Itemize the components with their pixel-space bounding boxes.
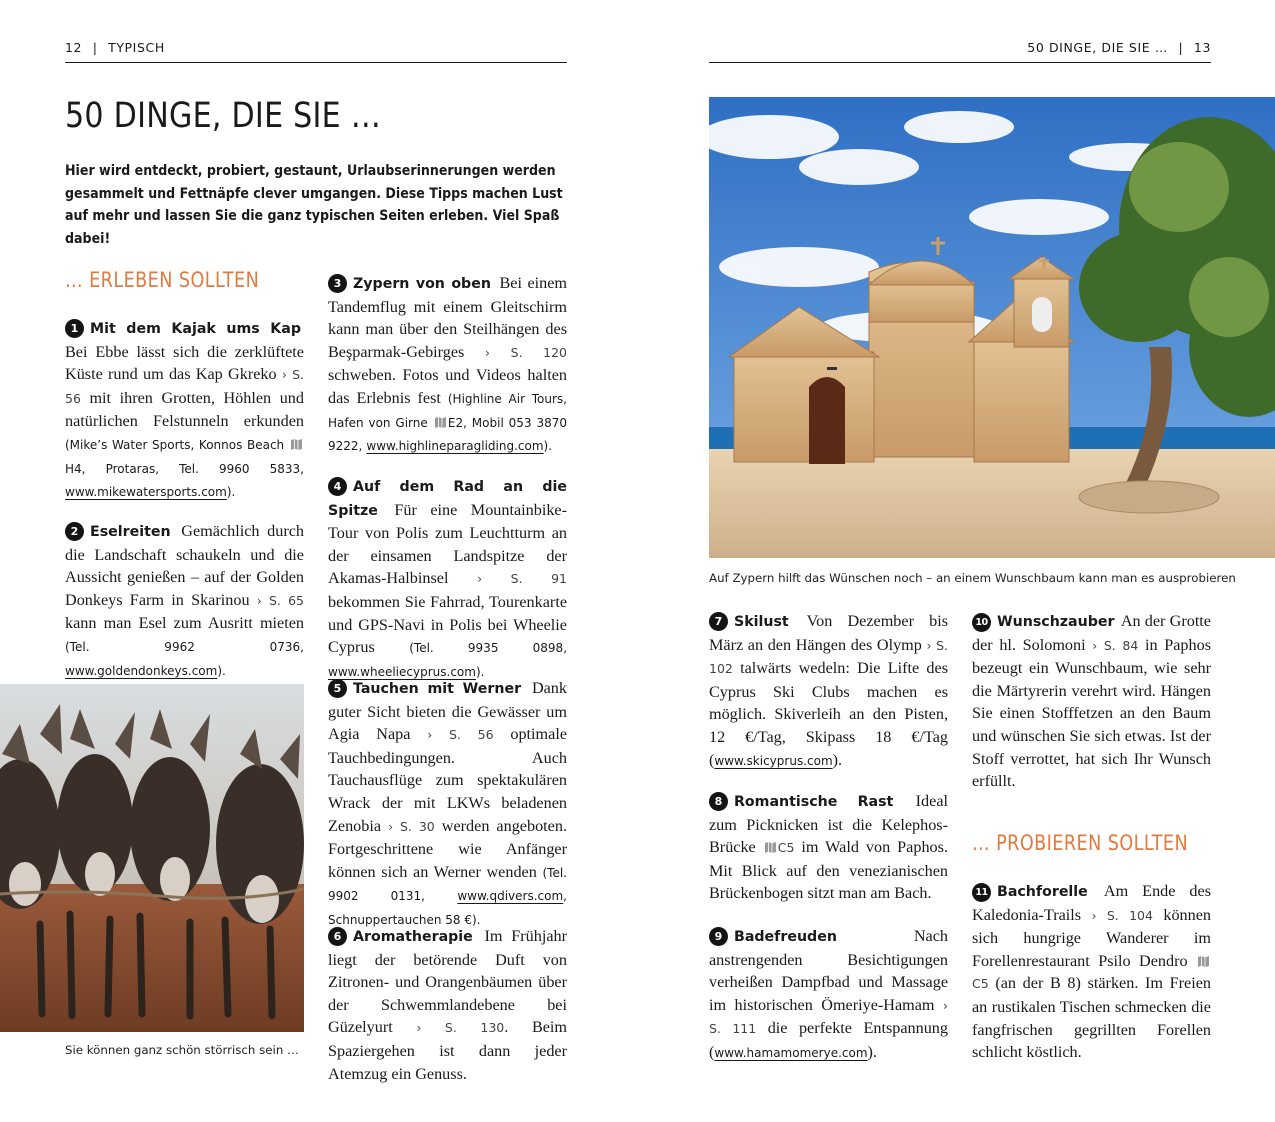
entry-text: schweben. Fotos und Videos halten das Erlebnis fest xyxy=(328,366,567,407)
entry-number-badge: 7 xyxy=(709,612,728,631)
entry-text: die perfekte Entspannung ( xyxy=(709,1019,948,1061)
map-grid-reference: H4 xyxy=(65,461,82,476)
entry-2 xyxy=(65,520,304,682)
entry-info: , Schnuppertauchen 58 €). xyxy=(328,889,567,927)
entry-number-badge: 3 xyxy=(328,274,347,293)
entry-text: Im Frühjahr liegt der betörende Duft von Zitronen- und Orangenbäumen über der Schwemmlandebene bei Güzelyurt xyxy=(328,927,568,1037)
entry-info: , Protaras, Tel. 9960 5833, xyxy=(81,461,304,476)
entry-text: Bei einem Tandemflug mit einem Gleitschirm kann man über den Steilhängen des Beşparmak-Gebirges xyxy=(328,274,568,361)
entry-info: ). xyxy=(226,485,236,500)
entry-text: optimale Tauchbedingungen. Auch Tauchausflüge zum spektakulären Wrack der mit LKWs beladenen Zenobia xyxy=(328,725,567,835)
left-header-rule xyxy=(65,62,567,63)
entry-heading: Mit dem Kajak ums Kap xyxy=(90,321,301,337)
page-reference: › S. 104 xyxy=(1091,907,1153,923)
website-link[interactable]: www.goldendonkeys.com xyxy=(65,663,218,678)
entry-8 xyxy=(709,790,948,905)
website-link[interactable]: www.mikewatersports.com xyxy=(65,485,227,500)
entry-number-badge: 10 xyxy=(972,613,991,632)
map-icon xyxy=(765,842,776,853)
entry-info: , Mobil 053 3870 9222, xyxy=(328,415,568,454)
intro-text: Hier wird entdeckt, probiert, gestaunt, Urlaubserinnerungen werden gesammelt und Fettnäpfe clever umgangen. Diese Tipps machen Lust auf mehr und lassen Sie die ganz typischen Seiten erleben. Viel Spaß dabei! xyxy=(65,163,563,247)
entry-number-badge: 1 xyxy=(65,319,84,338)
entry-heading: Zypern von oben xyxy=(353,276,491,292)
entry-text: bekommen Sie Fahrrad, Tourenkarte und GPS-Navi in Polis bei Wheelie Cyprus xyxy=(328,592,567,657)
website-link[interactable]: www.qdivers.com xyxy=(457,889,564,904)
page-reference: › S. 102 xyxy=(709,637,948,677)
page-reference: › S. 65 xyxy=(256,592,304,608)
page-reference: › S. 120 xyxy=(485,344,567,360)
entry-heading: Auf dem Rad an die Spitze xyxy=(328,479,567,519)
page-reference: › S. 56 xyxy=(427,727,494,743)
entry-4 xyxy=(328,475,567,683)
entry-text: werden angeboten. Fortgeschrittene wie Anfänger können sich an Werner wenden xyxy=(328,816,567,881)
section-heading-erleben: … ERLEBEN SOLLTEN xyxy=(65,268,260,292)
entry-info: (Tel. 9935 0898, xyxy=(409,641,568,656)
entry-3 xyxy=(328,272,567,458)
entry-text: im Wald von Paphos. Mit Blick auf den venezianischen Brückenbogen sitzt man am Bach. xyxy=(709,838,948,903)
donkeys-photo xyxy=(0,684,304,1032)
map-icon xyxy=(1198,956,1209,967)
website-link[interactable]: www.highlineparagliding.com xyxy=(366,439,544,454)
church-photo xyxy=(709,97,1275,558)
entry-info: ). xyxy=(217,663,226,678)
map-icon xyxy=(291,439,302,450)
entry-text: Für eine Mountainbike-Tour von Polis zum Leuchtturm an der einsamen Landspitze der Akamas-Halbinsel xyxy=(328,500,568,588)
map-icon xyxy=(435,417,446,428)
page-reference: › S. 111 xyxy=(709,997,948,1037)
church-caption: Auf Zypern hilft das Wünschen noch – an einem Wunschbaum kann man es ausprobieren xyxy=(709,571,1236,585)
entry-info: ). xyxy=(475,664,485,679)
entry-text: Ideal zum Picknicken ist die Kelephos-Brücke xyxy=(709,792,949,857)
entry-6 xyxy=(328,925,567,1085)
page-reference: › S. 130 xyxy=(416,1020,505,1036)
right-page-number: 13 xyxy=(1193,40,1211,55)
right-running-header: 50 DINGE, DIE SIE … | 13 xyxy=(1027,40,1211,55)
entry-text: mit ihren Grotten, Höhlen und natürlichen Felstunneln erkunden xyxy=(65,388,304,431)
entry-text: talwärts wedeln: Die Lifte des Cyprus Ski Clubs machen es möglich. Skiverleih an den Pisten, 12 €/Tag, Skipass 18 €/Tag ( xyxy=(709,659,948,769)
entry-heading: Skilust xyxy=(734,614,789,630)
page-reference: › S. 84 xyxy=(1092,637,1139,653)
entry-heading: Tauchen mit Werner xyxy=(353,681,522,697)
entry-info: (Highline Air Tours, Hafen von Girne xyxy=(328,391,567,430)
entry-7 xyxy=(709,610,948,772)
map-grid-reference: C5 xyxy=(777,840,795,856)
entry-number-badge: 2 xyxy=(65,522,84,541)
entry-text: Bei Ebbe lässt sich die zerklüftete Küste rund um das Kap Gkreko xyxy=(65,342,304,384)
section-heading-probieren: … PROBIEREN SOLLTEN xyxy=(972,831,1189,855)
page-reference: › S. 30 xyxy=(388,818,435,834)
left-page-number: 12 xyxy=(65,40,83,55)
entry-text: ). xyxy=(832,750,843,769)
entry-text: Nach anstrengenden Besichtigungen verheißen Dampfbad und Massage im historischen Ömeriye-Hamam xyxy=(709,927,948,1014)
entry-number-badge: 4 xyxy=(328,477,347,496)
page-reference: › S. 56 xyxy=(65,367,305,406)
website-link[interactable]: www.wheeliecyprus.com xyxy=(328,664,476,679)
entry-heading: Aromatherapie xyxy=(353,929,473,945)
entry-info: (Tel. 9962 0736, xyxy=(65,639,304,654)
entry-text: Am Ende des Kaledonia-Trails xyxy=(972,882,1212,924)
map-grid-reference: E2 xyxy=(447,415,464,430)
entry-9 xyxy=(709,925,948,1065)
page-reference: › S. 91 xyxy=(477,571,568,587)
donkeys-caption: Sie können ganz schön störrisch sein … xyxy=(65,1043,299,1057)
entry-number-badge: 8 xyxy=(709,792,728,811)
entry-heading: Romantische Rast xyxy=(734,794,894,810)
entry-text: An der Grotte der hl. Solomoni xyxy=(972,612,1211,654)
entry-heading: Wunschzauber xyxy=(997,614,1115,630)
entry-heading: Bachforelle xyxy=(997,884,1088,900)
left-section-label: TYPISCH xyxy=(108,40,165,55)
entry-number-badge: 9 xyxy=(709,927,728,946)
entry-info: ). xyxy=(543,439,553,454)
website-link[interactable]: www.hamamomerye.com xyxy=(714,1045,868,1060)
entry-text: können sich hungrige Wanderer im Forellenrestaurant Psilo Dendro xyxy=(972,905,1212,970)
right-section-label: 50 DINGE, DIE SIE … xyxy=(1027,40,1168,55)
entry-5 xyxy=(328,677,567,932)
entry-10 xyxy=(972,610,1211,793)
website-link[interactable]: www.skicyprus.com xyxy=(714,753,833,768)
entry-heading: Eselreiten xyxy=(90,524,171,540)
entry-info: (Tel. 9902 0131, xyxy=(328,865,567,904)
entry-text: (an der B 8) stärken. Im Freien an rustikalen Tischen schmecken die fangfrischen gegrillten Forellen schlicht köstlich. xyxy=(972,974,1212,1062)
entry-number-badge: 11 xyxy=(972,883,991,902)
entry-11 xyxy=(972,880,1211,1064)
entry-text: Gemächlich durch die Landschaft schaukeln und die Aussicht genießen – auf der Golden Donkeys Farm in Skarinou xyxy=(65,522,305,609)
entry-text: Dank guter Sicht bieten die Gewässer um Agia Napa xyxy=(328,679,567,744)
entry-text: Von Dezember bis März an den Hängen des Olymp xyxy=(709,612,948,654)
map-grid-reference: C5 xyxy=(972,976,989,992)
entry-number-badge: 6 xyxy=(328,927,347,946)
page-title: 50 DINGE, DIE SIE … xyxy=(65,96,382,136)
entry-info: (Mike’s Water Sports, Konnos Beach xyxy=(65,437,285,452)
entry-text: in Paphos bezeugt ein Wunschbaum, wie sehr die Märtyrerin verehrt wird. Hängen Sie einen Stofffetzen an den Baum und wünschen Sie sich etwas. Ist der Stoff verrottet, hat sich Ihr Wunsch erfüllt. xyxy=(972,635,1211,791)
entry-text: kann man Esel zum Ausritt mieten xyxy=(65,614,304,633)
entry-text: . Beim Spaziergehen ist dann jeder Atemzug ein Genuss. xyxy=(328,1018,568,1083)
entry-text: ). xyxy=(867,1042,877,1061)
entry-number-badge: 5 xyxy=(328,679,347,698)
entry-heading: Badefreuden xyxy=(734,929,837,945)
entry-1 xyxy=(65,317,304,504)
right-header-rule xyxy=(709,62,1211,63)
left-running-header: 12 | TYPISCH xyxy=(65,40,165,55)
